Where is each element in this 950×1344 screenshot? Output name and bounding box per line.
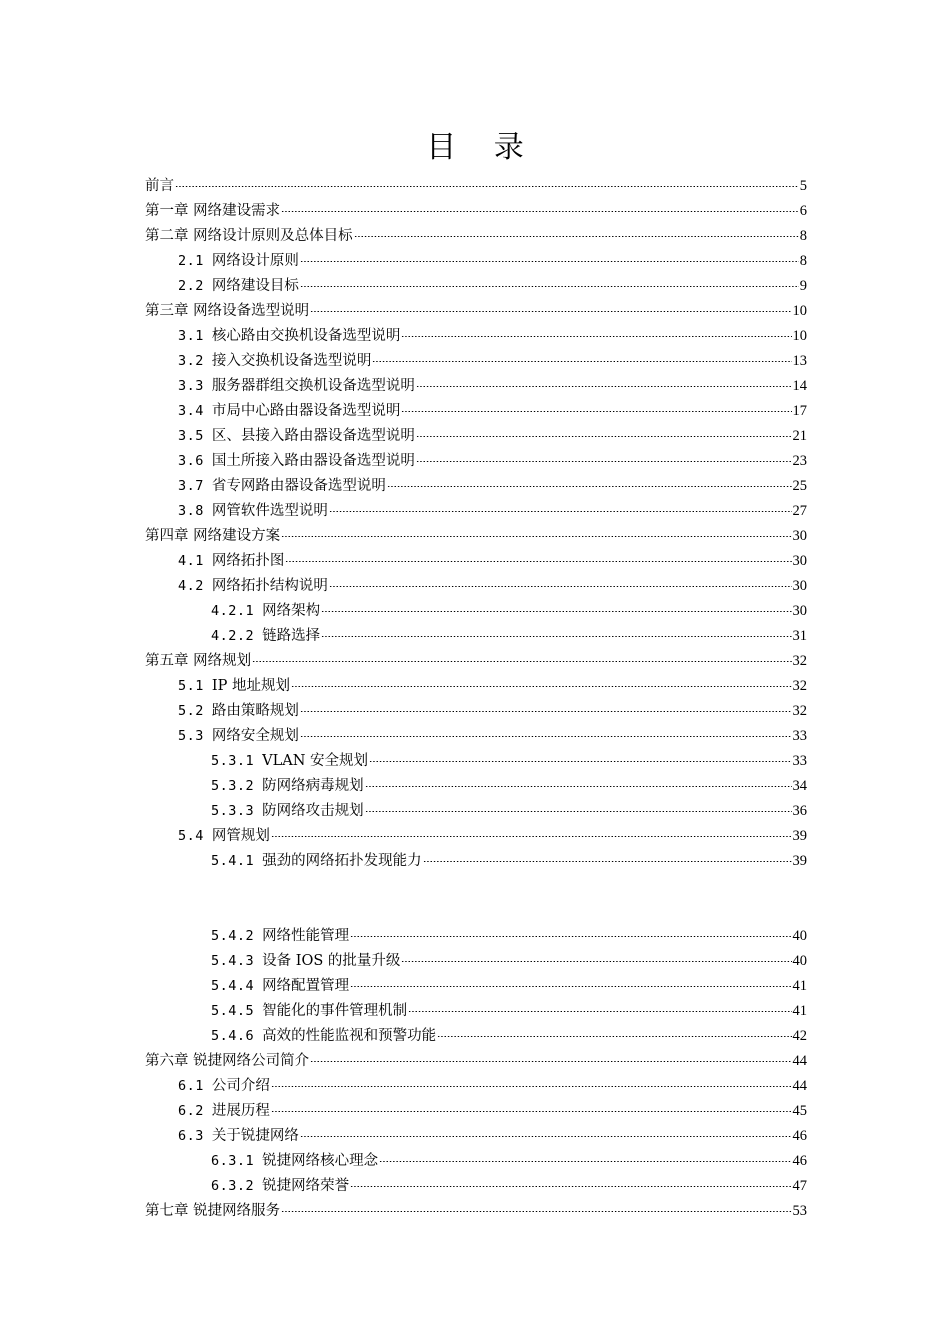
toc-entry-page: 32: [792, 703, 807, 719]
toc-entry-number: 5.3.3: [211, 803, 255, 819]
toc-entry-page: 13: [792, 353, 807, 369]
toc-entry-number: 5.4.6: [211, 1028, 255, 1044]
toc-entry[interactable]: [145, 674, 807, 699]
toc-entry-number: 5.3: [178, 728, 204, 744]
dot-leader: [401, 961, 791, 962]
toc-entry-page: 14: [792, 378, 807, 394]
dot-leader: [291, 686, 792, 687]
toc-entry-number: 4.1: [178, 553, 204, 569]
dot-leader: [350, 1186, 791, 1187]
toc-entry-label: 网管规划: [211, 828, 270, 844]
dot-leader: [271, 1111, 792, 1112]
toc-entry-label: 网络拓扑结构说明: [211, 578, 328, 594]
toc-entry-page: 39: [792, 853, 807, 869]
toc-entry-number: 3.5: [178, 428, 204, 444]
toc-entry-number: 3.8: [178, 503, 204, 519]
toc-entry-number: 6.3: [178, 1128, 204, 1144]
toc-entry[interactable]: [145, 449, 807, 474]
toc-section-2: [145, 924, 807, 1224]
dot-leader: [379, 1161, 791, 1162]
toc-entry[interactable]: [145, 424, 807, 449]
toc-entry-number: 3.7: [178, 478, 204, 494]
toc-entry-label: 第二章 网络设计原则及总体目标: [145, 228, 353, 244]
toc-entry-label: 锐捷网络核心理念: [262, 1153, 379, 1169]
toc-entry-page: 30: [792, 578, 807, 594]
dot-leader: [329, 511, 792, 512]
toc-entry-label: 省专网路由器设备选型说明: [211, 478, 386, 494]
toc-entry-label: 网络拓扑图: [211, 553, 285, 569]
toc-section-1: [145, 174, 807, 874]
toc-entry[interactable]: [145, 1199, 807, 1224]
toc-entry-page: 40: [792, 953, 807, 969]
dot-leader: [416, 386, 792, 387]
toc-entry[interactable]: [145, 624, 807, 649]
toc-entry[interactable]: [145, 1049, 807, 1074]
dot-leader: [416, 436, 792, 437]
toc-entry-page: 6: [799, 203, 807, 219]
toc-entry[interactable]: [145, 949, 807, 974]
toc-entry-page: 34: [792, 778, 807, 794]
toc-entry-label: 前言: [145, 178, 174, 194]
toc-entry-page: 30: [792, 528, 807, 544]
toc-entry-label: 网络架构: [262, 603, 321, 619]
toc-entry[interactable]: [145, 399, 807, 424]
dot-leader: [401, 336, 791, 337]
toc-entry[interactable]: [145, 549, 807, 574]
toc-entry-label: 进展历程: [211, 1103, 270, 1119]
toc-entry-number: 6.3.1: [211, 1153, 255, 1169]
toc-entry-page: 33: [792, 753, 807, 769]
toc-entry-number: 5.3.2: [211, 778, 255, 794]
toc-entry-page: 21: [792, 428, 807, 444]
toc-entry-number: 2.1: [178, 253, 204, 269]
toc-entry-page: 44: [792, 1078, 807, 1094]
toc-entry-label: 第三章 网络设备选型说明: [145, 303, 310, 319]
toc-entry-number: 5.4.4: [211, 978, 255, 994]
dot-leader: [350, 986, 791, 987]
toc-entry-page: 41: [792, 1003, 807, 1019]
toc-entry-page: 46: [792, 1153, 807, 1169]
dot-leader: [387, 486, 792, 487]
toc-entry-page: 33: [792, 728, 807, 744]
toc-entry[interactable]: [145, 749, 807, 774]
toc-entry-number: 5.4: [178, 828, 204, 844]
dot-leader: [321, 611, 791, 612]
dot-leader: [350, 936, 791, 937]
dot-leader: [281, 211, 799, 212]
toc-entry[interactable]: [145, 1074, 807, 1099]
toc-entry[interactable]: [145, 649, 807, 674]
toc-entry-number: 6.2: [178, 1103, 204, 1119]
toc-entry-label: 区、县接入路由器设备选型说明: [211, 428, 415, 444]
toc-entry-page: 8: [799, 228, 807, 244]
toc-entry-page: 32: [792, 653, 807, 669]
toc-entry-number: 3.3: [178, 378, 204, 394]
toc-entry[interactable]: [145, 224, 807, 249]
toc-entry-page: 8: [799, 253, 807, 269]
toc-entry-label: 网络安全规划: [211, 728, 299, 744]
dot-leader: [300, 261, 799, 262]
toc-entry-page: 30: [792, 603, 807, 619]
toc-entry[interactable]: [145, 824, 807, 849]
toc-entry[interactable]: [145, 699, 807, 724]
toc-entry[interactable]: [145, 599, 807, 624]
dot-leader: [271, 1086, 792, 1087]
toc-entry-label: 服务器群组交换机设备选型说明: [211, 378, 415, 394]
toc-entry[interactable]: [145, 924, 807, 949]
toc-entry-page: 53: [792, 1203, 807, 1219]
dot-leader: [329, 586, 792, 587]
toc-entry-number: 5.4.3: [211, 953, 255, 969]
dot-leader: [281, 1211, 791, 1212]
dot-leader: [369, 761, 791, 762]
dot-leader: [300, 286, 799, 287]
toc-entry[interactable]: [145, 849, 807, 874]
toc-entry-label: 设备 IOS 的批量升级: [262, 953, 401, 969]
dot-leader: [285, 561, 791, 562]
toc-entry-label: 接入交换机设备选型说明: [211, 353, 372, 369]
toc-entry-label: VLAN 安全规划: [262, 753, 369, 769]
toc-entry[interactable]: [145, 199, 807, 224]
dot-leader: [321, 636, 791, 637]
toc-entry-number: 2.2: [178, 278, 204, 294]
toc-entry[interactable]: [145, 1124, 807, 1149]
toc-entry-page: 36: [792, 803, 807, 819]
toc-entry[interactable]: [145, 249, 807, 274]
toc-entry[interactable]: [145, 1099, 807, 1124]
dot-leader: [416, 461, 792, 462]
toc-entry-label: 公司介绍: [211, 1078, 270, 1094]
toc-entry-number: 6.3.2: [211, 1178, 255, 1194]
toc-entry-label: 国土所接入路由器设备选型说明: [211, 453, 415, 469]
toc-entry[interactable]: [145, 374, 807, 399]
toc-entry-number: 3.1: [178, 328, 204, 344]
dot-leader: [408, 1011, 791, 1012]
toc-entry-number: 4.2: [178, 578, 204, 594]
toc-entry-label: 路由策略规划: [211, 703, 299, 719]
toc-entry-label: 防网络攻击规划: [262, 803, 364, 819]
toc-entry-page: 23: [792, 453, 807, 469]
toc-entry[interactable]: [145, 324, 807, 349]
toc-entry[interactable]: [145, 474, 807, 499]
dot-leader: [252, 661, 791, 662]
toc-entry-label: 网管软件选型说明: [211, 503, 328, 519]
toc-entry-number: 5.4.1: [211, 853, 255, 869]
toc-entry-page: 39: [792, 828, 807, 844]
toc-entry-label: 网络配置管理: [262, 978, 350, 994]
toc-entry-label: 第四章 网络建设方案: [145, 528, 281, 544]
toc-entry-label: IP 地址规划: [211, 678, 290, 694]
dot-leader: [372, 361, 791, 362]
toc-entry-page: 44: [792, 1053, 807, 1069]
dot-leader: [300, 711, 792, 712]
toc-entry[interactable]: [145, 349, 807, 374]
toc-entry-label: 强劲的网络拓扑发现能力: [262, 853, 422, 869]
toc-entry-page: 10: [792, 303, 807, 319]
dot-leader: [271, 836, 792, 837]
toc-entry-label: 市局中心路由器设备选型说明: [211, 403, 401, 419]
toc-entry-number: 3.6: [178, 453, 204, 469]
toc-entry-label: 智能化的事件管理机制: [262, 1003, 408, 1019]
toc-entry[interactable]: [145, 499, 807, 524]
toc-entry-number: 4.2.2: [211, 628, 255, 644]
dot-leader: [300, 1136, 792, 1137]
toc-entry-page: 41: [792, 978, 807, 994]
toc-entry[interactable]: [145, 1149, 807, 1174]
toc-entry-page: 5: [799, 178, 807, 194]
toc-entry[interactable]: [145, 174, 807, 199]
toc-entry-label: 核心路由交换机设备选型说明: [211, 328, 401, 344]
toc-entry-label: 高效的性能监视和预警功能: [262, 1028, 437, 1044]
toc-entry-label: 第五章 网络规划: [145, 653, 252, 669]
dot-leader: [281, 536, 791, 537]
dot-leader: [310, 1061, 791, 1062]
toc-entry-label: 防网络病毒规划: [262, 778, 364, 794]
dot-leader: [423, 861, 792, 862]
toc-entry-number: 5.3.1: [211, 753, 255, 769]
toc-entry-number: 5.2: [178, 703, 204, 719]
toc-entry[interactable]: [145, 974, 807, 999]
toc-entry[interactable]: [145, 274, 807, 299]
toc-entry-page: 25: [792, 478, 807, 494]
toc-entry-page: 10: [792, 328, 807, 344]
toc-entry-label: 第一章 网络建设需求: [145, 203, 281, 219]
toc-entry-page: 9: [799, 278, 807, 294]
dot-leader: [437, 1036, 791, 1037]
toc-entry[interactable]: [145, 574, 807, 599]
toc-entry-number: 5.1: [178, 678, 204, 694]
dot-leader: [401, 411, 791, 412]
toc-entry[interactable]: [145, 724, 807, 749]
toc-entry[interactable]: [145, 799, 807, 824]
toc-gap: [145, 874, 807, 924]
dot-leader: [365, 811, 792, 812]
dot-leader: [300, 736, 792, 737]
toc-entry-page: 40: [792, 928, 807, 944]
toc-entry-number: 3.2: [178, 353, 204, 369]
toc-entry[interactable]: [145, 299, 807, 324]
toc-entry-number: 3.4: [178, 403, 204, 419]
dot-leader: [365, 786, 792, 787]
toc-entry-label: 第七章 锐捷网络服务: [145, 1203, 281, 1219]
toc-entry-page: 42: [792, 1028, 807, 1044]
dot-leader: [354, 236, 799, 237]
toc-entry-number: 4.2.1: [211, 603, 255, 619]
toc-entry-number: 5.4.2: [211, 928, 255, 944]
toc-entry-page: 47: [792, 1178, 807, 1194]
toc-entry-page: 45: [792, 1103, 807, 1119]
toc-entry[interactable]: [145, 999, 807, 1024]
toc-entry[interactable]: [145, 1174, 807, 1199]
toc-entry-label: 网络建设目标: [211, 278, 299, 294]
toc-title: 目 录: [426, 130, 538, 165]
toc-entry[interactable]: [145, 524, 807, 549]
toc-entry[interactable]: [145, 1024, 807, 1049]
toc-entry-label: 网络设计原则: [211, 253, 299, 269]
toc-entry-label: 网络性能管理: [262, 928, 350, 944]
table-of-contents: [145, 174, 807, 1224]
toc-entry-label: 第六章 锐捷网络公司简介: [145, 1053, 310, 1069]
toc-entry-number: 5.4.5: [211, 1003, 255, 1019]
toc-entry-label: 关于锐捷网络: [211, 1128, 299, 1144]
toc-entry-label: 锐捷网络荣誉: [262, 1178, 350, 1194]
toc-entry-page: 46: [792, 1128, 807, 1144]
dot-leader: [310, 311, 791, 312]
toc-entry-label: 链路选择: [262, 628, 321, 644]
toc-entry-page: 31: [792, 628, 807, 644]
dot-leader: [175, 186, 799, 187]
toc-entry-page: 30: [792, 553, 807, 569]
toc-entry-number: 6.1: [178, 1078, 204, 1094]
toc-entry-page: 27: [792, 503, 807, 519]
toc-entry[interactable]: [145, 774, 807, 799]
toc-entry-page: 32: [792, 678, 807, 694]
toc-entry-page: 17: [792, 403, 807, 419]
